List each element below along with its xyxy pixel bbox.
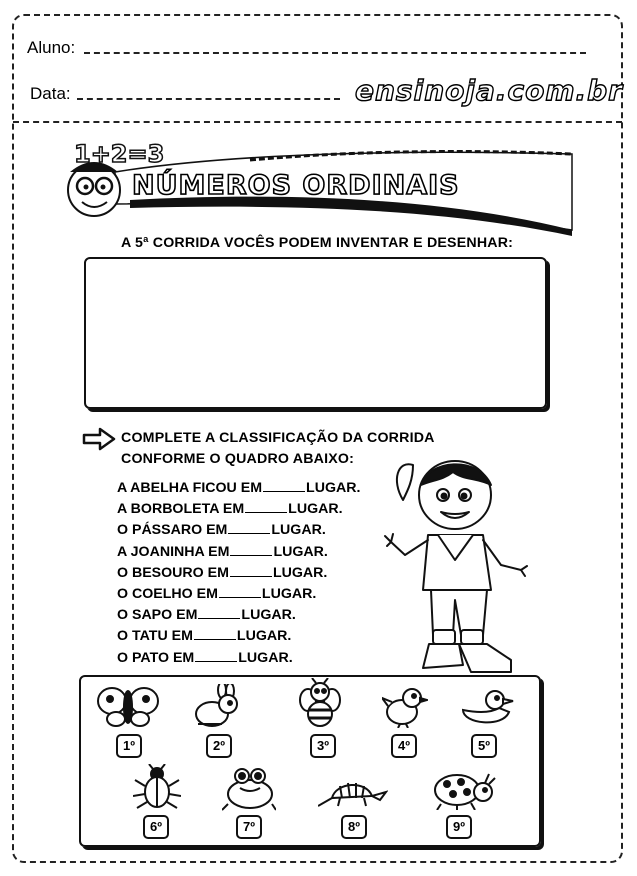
item-suffix: LUGAR. xyxy=(288,501,343,518)
header-divider xyxy=(13,121,622,123)
bird-icon xyxy=(382,686,428,728)
answer-blank[interactable] xyxy=(263,478,305,492)
answer-blank[interactable] xyxy=(230,563,272,577)
ladybug-icon xyxy=(431,770,497,810)
boy-glasses-icon xyxy=(68,162,120,216)
list-item xyxy=(117,478,360,499)
item-subject: A JOANINHA EM xyxy=(117,543,230,560)
banner-title: NÚMEROS ORDINAIS xyxy=(132,170,460,201)
list-item xyxy=(117,584,360,605)
list-item xyxy=(117,499,360,520)
item-subject: O SAPO EM xyxy=(117,607,198,624)
item-subject: O PATO EM xyxy=(117,649,195,666)
rabbit-icon xyxy=(192,684,242,728)
item-suffix: LUGAR. xyxy=(271,522,326,539)
frog-icon xyxy=(222,766,276,812)
butterfly-icon xyxy=(96,683,160,729)
item-subject: O TATU EM xyxy=(117,628,193,645)
item-suffix: LUGAR. xyxy=(273,543,328,560)
date-field xyxy=(30,84,71,104)
duck-icon xyxy=(459,688,515,728)
rank-badge: 7º xyxy=(236,815,262,839)
bee-icon xyxy=(296,678,344,730)
student-field xyxy=(27,38,75,58)
item-subject: A BORBOLETA EM xyxy=(117,501,245,518)
answer-blank[interactable] xyxy=(195,648,237,662)
student-label: Aluno: xyxy=(27,38,76,57)
item-suffix: LUGAR. xyxy=(272,564,328,581)
item-suffix: LUGAR. xyxy=(236,628,292,645)
drawing-area[interactable] xyxy=(84,257,547,409)
classification-list xyxy=(117,478,360,669)
item-suffix: LUGAR. xyxy=(261,585,317,602)
item-suffix: LUGAR. xyxy=(241,607,296,624)
date-line[interactable] xyxy=(77,98,340,100)
complete-instruction-line1: COMPLETE A CLASSIFICAÇÃO DA CORRIDA xyxy=(121,430,435,446)
item-subject: O BESOURO EM xyxy=(117,564,229,581)
answer-blank[interactable] xyxy=(194,626,236,640)
list-item xyxy=(117,542,360,563)
list-item xyxy=(117,520,360,541)
date-label: Data: xyxy=(30,84,71,103)
rank-badge: 5º xyxy=(471,734,497,758)
complete-instruction-line2: CONFORME O QUADRO ABAIXO: xyxy=(121,451,355,467)
beetle-icon xyxy=(133,764,181,810)
list-item xyxy=(117,626,360,647)
answer-blank[interactable] xyxy=(228,520,270,534)
rank-badge: 6º xyxy=(143,815,169,839)
list-item xyxy=(117,563,360,584)
drawing-instruction: A 5ª CORRIDA VOCÊS PODEM INVENTAR E DESENHAR: xyxy=(121,235,514,251)
answer-blank[interactable] xyxy=(245,499,287,513)
item-subject: O PÁSSARO EM xyxy=(117,522,228,539)
answer-blank[interactable] xyxy=(230,542,272,556)
answer-blank[interactable] xyxy=(219,584,261,598)
rank-badge: 2º xyxy=(206,734,232,758)
student-name-line[interactable] xyxy=(84,52,586,54)
rank-badge: 3º xyxy=(310,734,336,758)
girl-illustration-icon xyxy=(383,450,528,680)
site-logo: ensinoja.com.br xyxy=(355,74,623,107)
rank-badge: 4º xyxy=(391,734,417,758)
list-item xyxy=(117,605,360,626)
rank-badge: 9º xyxy=(446,815,472,839)
armadillo-icon xyxy=(318,776,388,810)
rank-badge: 8º xyxy=(341,815,367,839)
item-suffix: LUGAR. xyxy=(238,649,293,666)
list-item xyxy=(117,648,360,669)
item-suffix: LUGAR. xyxy=(306,480,361,496)
item-subject: O COELHO EM xyxy=(117,585,218,602)
answer-blank[interactable] xyxy=(198,605,240,619)
arrow-right-icon xyxy=(82,427,116,451)
item-subject: A ABELHA FICOU EM xyxy=(117,480,263,496)
banner-numbers: 1+2=3 xyxy=(74,142,165,168)
rank-badge: 1º xyxy=(116,734,142,758)
